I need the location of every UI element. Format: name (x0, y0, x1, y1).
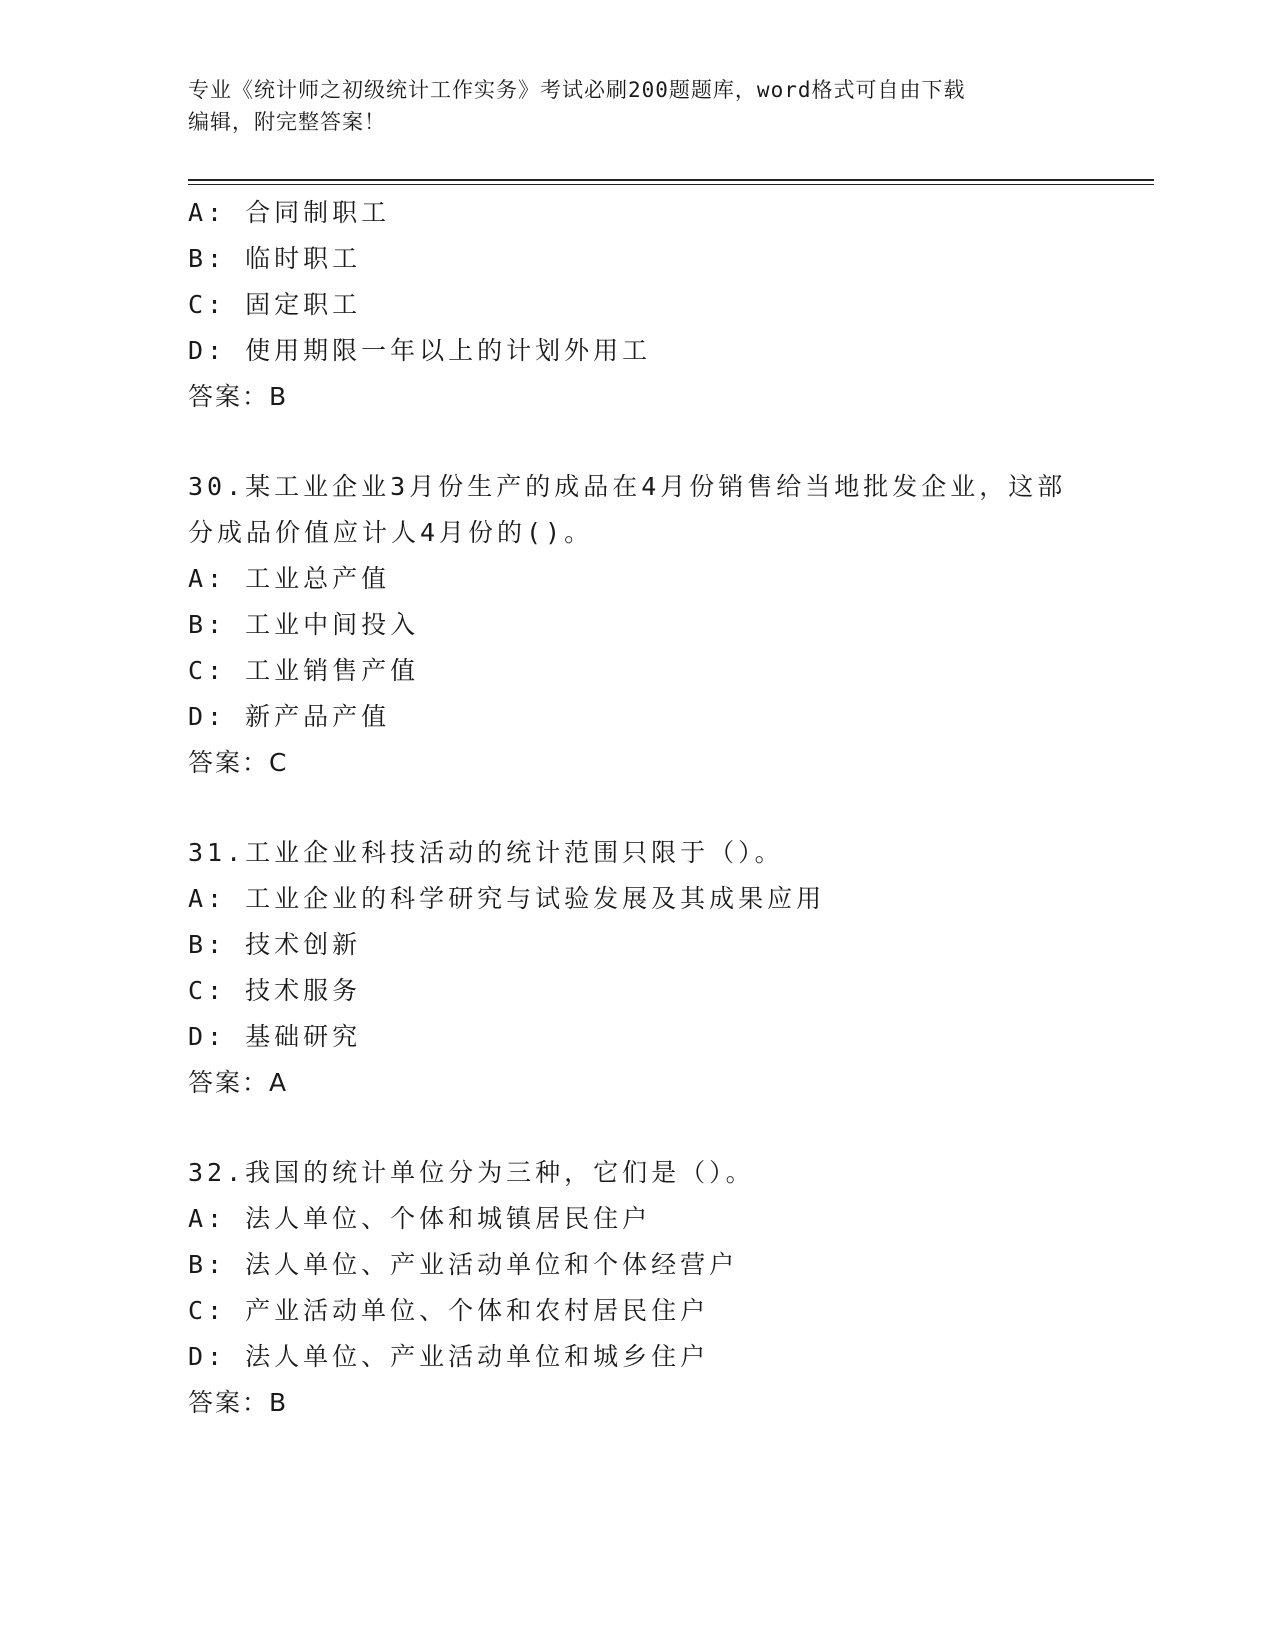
question-stem-line-2: 分成品价值应计人4月份的()。 (188, 518, 594, 547)
question-stem: 31.工业企业科技活动的统计范围只限于（）。 (188, 838, 784, 867)
option-a: A: 法人单位、个体和城镇居民住户 (188, 1204, 652, 1233)
header-divider-thick (188, 179, 1154, 181)
option-c: C: 产业活动单位、个体和农村居民住户 (188, 1296, 710, 1325)
spacer (188, 1106, 1088, 1150)
option-b: B: 技术创新 (188, 930, 362, 959)
option-b: B: 工业中间投入 (188, 610, 420, 639)
option-d: D: 基础研究 (188, 1022, 362, 1051)
option-b: B: 临时职工 (188, 244, 362, 273)
option-a: A: 工业总产值 (188, 564, 391, 593)
option-a: A: 工业企业的科学研究与试验发展及其成果应用 (188, 884, 826, 913)
question-32 (188, 1150, 1088, 1426)
spacer (188, 786, 1088, 830)
question-stem: 32.我国的统计单位分为三种，它们是（）。 (188, 1158, 755, 1187)
answer: 答案：C (188, 748, 289, 777)
answer: 答案：A (188, 1068, 289, 1097)
question-30 (188, 464, 1088, 786)
question-29 (188, 190, 1088, 420)
option-b: B: 法人单位、产业活动单位和个体经营户 (188, 1250, 739, 1279)
page-header (188, 74, 1088, 138)
question-list (188, 190, 1088, 1426)
spacer (188, 420, 1088, 464)
option-d: D: 法人单位、产业活动单位和城乡住户 (188, 1342, 710, 1371)
option-c: C: 技术服务 (188, 976, 362, 1005)
option-d: D: 使用期限一年以上的计划外用工 (188, 336, 652, 365)
header-title-line-2: 编辑，附完整答案！ (188, 110, 386, 134)
option-c: C: 固定职工 (188, 290, 362, 319)
answer: 答案：B (188, 1388, 289, 1417)
header-title-line-1: 专业《统计师之初级统计工作实务》考试必刷200题题库，word格式可自由下载 (188, 78, 966, 102)
answer: 答案：B (188, 382, 289, 411)
option-a: A: 合同制职工 (188, 198, 391, 227)
header-divider-thin (188, 184, 1154, 185)
option-d: D: 新产品产值 (188, 702, 391, 731)
question-31 (188, 830, 1088, 1106)
question-stem-line-1: 30.某工业企业3月份生产的成品在4月份销售给当地批发企业，这部 (188, 472, 1067, 501)
option-c: C: 工业销售产值 (188, 656, 420, 685)
